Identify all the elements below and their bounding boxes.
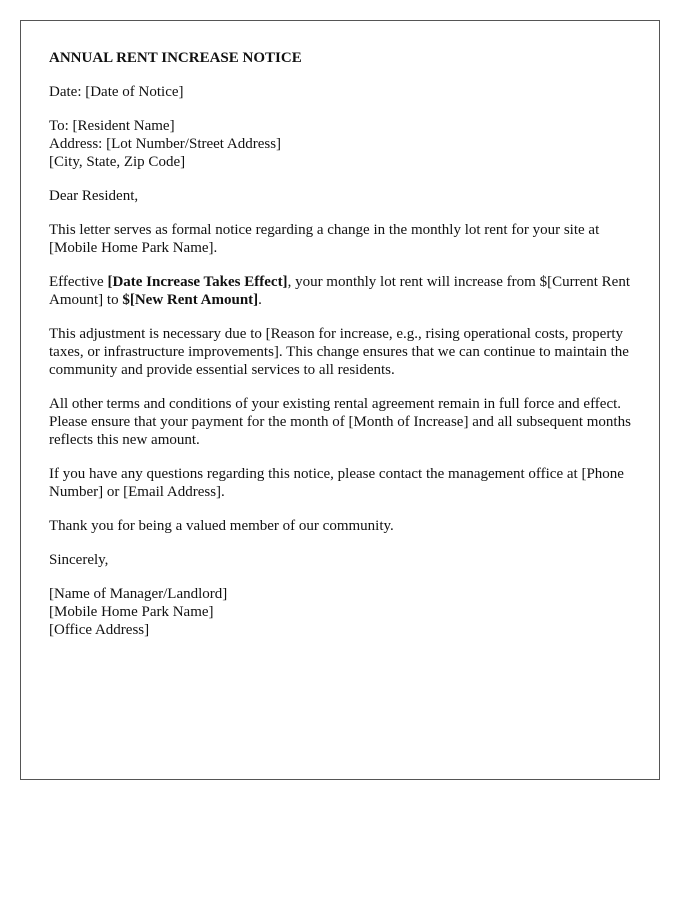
date-line: Date: [Date of Notice] bbox=[49, 84, 184, 100]
signature-block bbox=[49, 585, 631, 639]
paragraph-notice: This letter serves as formal notice regarding a change in the monthly lot rent for your site at [Mobile Home Park Name]. bbox=[49, 222, 600, 256]
recipient-address: Address: [Lot Number/Street Address] bbox=[49, 136, 282, 152]
signature-park: [Mobile Home Park Name] bbox=[49, 604, 214, 620]
recipient-block bbox=[49, 117, 631, 171]
letter-title: ANNUAL RENT INCREASE NOTICE bbox=[49, 50, 302, 66]
recipient-city: [City, State, Zip Code] bbox=[49, 154, 186, 170]
paragraph-terms: All other terms and conditions of your existing rental agreement remain in full force and effect. Please ensure that your payment for the month of [Month of Increase] and all subsequent months reflects this new amount. bbox=[49, 396, 631, 448]
paragraph-contact: If you have any questions regarding this notice, please contact the management office at [Phone Number] or [Email Address]. bbox=[49, 466, 624, 500]
salutation: Dear Resident, bbox=[49, 188, 139, 204]
effective-prefix: Effective bbox=[49, 274, 108, 290]
signature-office: [Office Address] bbox=[49, 622, 150, 638]
increase-suffix: . bbox=[258, 292, 262, 308]
paragraph-thanks: Thank you for being a valued member of our community. bbox=[49, 518, 394, 534]
letter-page bbox=[20, 20, 660, 780]
paragraph-increase bbox=[49, 273, 631, 309]
signature-name: [Name of Manager/Landlord] bbox=[49, 586, 228, 602]
new-rent-amount: $[New Rent Amount] bbox=[122, 292, 259, 308]
closing: Sincerely, bbox=[49, 552, 109, 568]
recipient-name: To: [Resident Name] bbox=[49, 118, 175, 134]
effective-date: [Date Increase Takes Effect] bbox=[107, 274, 288, 290]
increase-middle: , your monthly lot rent will increase from $[Current Rent Amount] to bbox=[49, 274, 630, 308]
paragraph-reason: This adjustment is necessary due to [Reason for increase, e.g., rising operational costs, property taxes, or infrastructure improvements]. This change ensures that we can continue to maintain the community and provide essential services to all residents. bbox=[49, 326, 629, 378]
